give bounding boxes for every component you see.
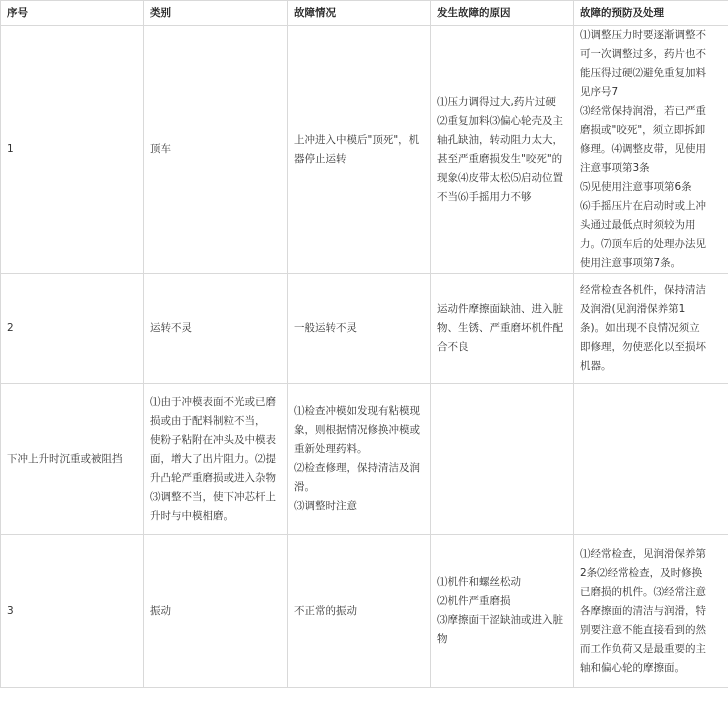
cell-line: 不当⑹手摇用力不够 <box>437 190 532 203</box>
cell-line: 见序号7 <box>580 86 619 98</box>
cell-line: 使用注意事项第7条。 <box>580 257 682 269</box>
cell-line: ⑶调整不当，使下冲芯杆上 <box>150 490 276 503</box>
header-prevention: 故障的预防及处理 <box>574 1 728 26</box>
cell-category: 顶车 <box>144 26 288 274</box>
cell-line: ⑵机件严重磨损 <box>437 595 511 607</box>
table-row <box>1 26 728 274</box>
cell-line: 现象⑷皮带太松⑸启动位置 <box>437 171 563 184</box>
cell-situation: 上冲进入中模后"顶死"，机器停止运转 <box>288 26 431 274</box>
cell-line: 注意事项第3条 <box>580 162 650 174</box>
header-cause: 发生故障的原因 <box>431 1 574 26</box>
cell-serial: 1 <box>1 26 144 274</box>
cell-cause <box>431 274 574 384</box>
header-serial: 序号 <box>1 1 144 26</box>
cell-line: 修理。⑷调整皮带，见使用 <box>580 143 706 155</box>
cell-line: ⑶调整时注意 <box>294 500 357 512</box>
header-situation: 故障情况 <box>288 1 431 26</box>
cell-situation <box>288 384 431 535</box>
cell-situation: 不正常的振动 <box>288 535 431 688</box>
cell-line: 甚至严重磨损发生"咬死"的 <box>437 152 563 165</box>
header-row <box>1 1 728 26</box>
cell-line: 象，则根据情况修换冲模或 <box>294 424 420 436</box>
cell-line: 即修理，勿使恶化以至损坏 <box>580 341 706 353</box>
cell-serial: 2 <box>1 274 144 384</box>
cell-line: 各摩擦面的清洁与润滑，特 <box>580 604 706 617</box>
cell-line: 而工作负荷又是最重要的主 <box>580 642 706 655</box>
cell-line: ⑸见使用注意事项第6条 <box>580 181 692 193</box>
cell-prevention <box>574 26 728 274</box>
table-row <box>1 384 728 535</box>
cell-category: 振动 <box>144 535 288 688</box>
cell-line: ⑶摩擦面干涩缺油或进入脏物 <box>437 614 563 645</box>
cell-line: 滑。 <box>294 481 315 493</box>
cell-line: 已磨损的机件。⑶经常注意 <box>580 585 706 598</box>
cell-line: 可一次调整过多，药片也不 <box>580 48 706 60</box>
cell-prevention <box>574 274 728 384</box>
cell-line: ⑴经常检查，见润滑保养第 <box>580 547 706 560</box>
table-row <box>1 535 728 688</box>
cell-line: ⑴机件和螺丝松动 <box>437 576 521 588</box>
cell-line: 及润滑(见润滑保养第1 <box>580 303 686 315</box>
cell-line: 运动件摩擦面缺油、进入脏 <box>437 303 563 315</box>
cell-situation: 一般运转不灵 <box>288 274 431 384</box>
cell-line: ⑶经常保持润滑，若已严重 <box>580 105 706 117</box>
cell-line: 合不良 <box>437 341 469 353</box>
cell-line: 机器。 <box>580 360 612 372</box>
cell-line: 条)。如出现不良情况须立 <box>580 322 700 334</box>
cell-line: 磨损或"咬死"，须立即拆卸 <box>580 124 706 136</box>
cell-line: ⑹手摇压片在启动时或上冲 <box>580 200 706 212</box>
cell-line: 升时与中模相磨。 <box>150 509 234 522</box>
cell-line: 经常检查各机件，保持清洁 <box>580 284 706 296</box>
cell-line: 别要注意不能直接看到的然 <box>580 623 706 636</box>
cell-line: 升凸轮严重磨损或进入杂物 <box>150 471 276 484</box>
cell-serial: 3 <box>1 535 144 688</box>
cell-line: ⑴检查冲模如发现有粘模现 <box>294 405 420 417</box>
cell-line: 轴和偏心轮的摩擦面。 <box>580 661 685 674</box>
cell-line: ⑴调整压力时要逐渐调整不 <box>580 29 706 41</box>
cell-line: 轴孔缺油，转动阻力太大， <box>437 133 563 146</box>
header-category: 类别 <box>144 1 288 26</box>
cell-cause <box>431 384 574 535</box>
cell-line: 头通过最低点时须较为用 <box>580 219 696 231</box>
cell-category <box>144 384 288 535</box>
cell-line: 力。⑺顶车后的处理办法见 <box>580 238 706 250</box>
cell-line: ⑵检查修理，保持清洁及润 <box>294 462 420 474</box>
cell-line: 重新处理药料。 <box>294 443 368 455</box>
cell-cause <box>431 26 574 274</box>
cell-prevention <box>574 535 728 688</box>
cell-serial: 下冲上升时沉重或被阻挡 <box>1 384 144 535</box>
cell-prevention <box>574 384 728 535</box>
cell-category: 运转不灵 <box>144 274 288 384</box>
table-row <box>1 274 728 384</box>
cell-line: 使粉子粘附在冲头及中模表 <box>150 433 276 446</box>
cell-cause <box>431 535 574 688</box>
cell-line: 物、生锈、严重磨坏机件配 <box>437 322 563 334</box>
cell-line: ⑴由于冲模表面不光或已磨 <box>150 395 276 408</box>
cell-line: 2条⑵经常检查，及时修换 <box>580 566 703 579</box>
cell-line: ⑵重复加料⑶偏心轮壳及主 <box>437 114 563 127</box>
cell-line: 损或由于配料制粒不当， <box>150 414 266 427</box>
cell-line: ⑴压力调得过大,药片过硬 <box>437 95 556 108</box>
cell-line: 面，增大了出片阻力。⑵提 <box>150 452 276 465</box>
cell-line: 能压得过硬⑵避免重复加料 <box>580 67 706 79</box>
